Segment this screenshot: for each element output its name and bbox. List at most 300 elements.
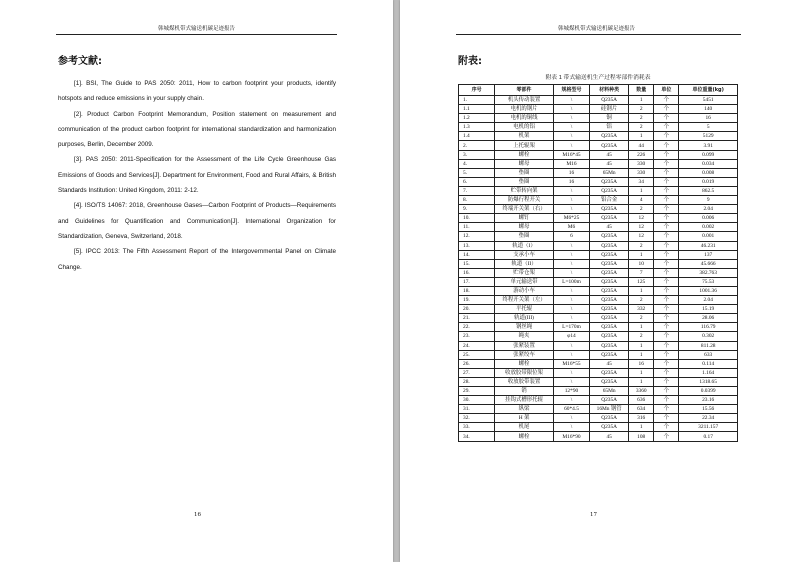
page-number: 17 [590,512,597,518]
cell-material: Q235A [590,396,629,405]
cell-unit: 个 [654,332,679,341]
cell-unit-weight: 811.28 [679,341,738,350]
cell-unit: 个 [654,250,679,259]
cell-material: Q235A [590,323,629,332]
cell-part: 螺栓 [495,359,554,368]
references-list [58,76,336,275]
table-row [459,396,738,405]
cell-part: 贮带转向架 [495,186,554,195]
table-row [459,286,738,295]
table-row [459,150,738,159]
cell-material: 16Mn 钢管 [590,405,629,414]
cell-unit-weight: 0.302 [679,332,738,341]
table-row [459,177,738,186]
cell-quantity: 34 [629,177,654,186]
cell-material: Q235A [590,205,629,214]
cell-part: 贮带仓架 [495,268,554,277]
cell-material: Q235A [590,232,629,241]
cell-index: 31. [459,405,495,414]
cell-unit: 个 [654,259,679,268]
cell-quantity: 330 [629,168,654,177]
cell-material: Q235A [590,350,629,359]
table-row [459,332,738,341]
cell-part: H 架 [495,414,554,423]
cell-index: 27. [459,368,495,377]
cell-part: 螺栓 [495,150,554,159]
cell-material: 45 [590,359,629,368]
cell-part: 单元输送带 [495,277,554,286]
page-number: 16 [194,512,201,518]
cell-material: Q235A [590,268,629,277]
cell-unit: 个 [654,387,679,396]
cell-unit: 个 [654,314,679,323]
cell-index: 12. [459,232,495,241]
cell-index: 23. [459,332,495,341]
cell-unit-weight: 0.17 [679,432,738,441]
cell-index: 1.4 [459,132,495,141]
cell-unit-weight: 382.763 [679,268,738,277]
cell-quantity: 1 [629,368,654,377]
cell-unit: 个 [654,241,679,250]
cell-unit: 个 [654,132,679,141]
cell-unit: 个 [654,277,679,286]
parts-table [458,84,738,442]
cell-unit: 个 [654,296,679,305]
cell-spec: M6 [553,223,589,232]
cell-spec: \ [553,314,589,323]
cell-unit: 个 [654,105,679,114]
cell-unit: 个 [654,359,679,368]
cell-index: 22. [459,323,495,332]
col-header-material: 材料种类 [590,85,629,96]
cell-material: Q235A [590,423,629,432]
reference-item: [2]. Product Carbon Footprint Memorandum, Position statement on measurement and communication of the product carbon footprint for international standardization and harmonization purposes, Berlin, December 2009. [58,110,336,149]
cell-unit-weight: 1318.65 [679,377,738,386]
table-row [459,105,738,114]
cell-unit-weight: 75.53 [679,277,738,286]
cell-material: 65Mn [590,168,629,177]
table-row [459,296,738,305]
cell-index: 14. [459,250,495,259]
table-row [459,96,738,105]
cell-quantity: 108 [629,432,654,441]
cell-part: 上托辊架 [495,141,554,150]
cell-spec: 12*90 [553,387,589,396]
cell-quantity: 125 [629,277,654,286]
col-header-unit-weight: 单位重量(kg) [679,85,738,96]
table-row [459,387,738,396]
cell-quantity: 2 [629,296,654,305]
cell-part: 螺母 [495,223,554,232]
cell-spec: φ14 [553,332,589,341]
cell-unit: 个 [654,414,679,423]
cell-index: 4. [459,159,495,168]
cell-spec: \ [553,250,589,259]
cell-material: Q235A [590,314,629,323]
cell-part: 张紧装置 [495,341,554,350]
table-row [459,114,738,123]
cell-unit-weight: 15.56 [679,405,738,414]
cell-quantity: 1 [629,186,654,195]
cell-material: Q235A [590,241,629,250]
cell-unit: 个 [654,186,679,195]
table-row [459,432,738,441]
cell-quantity: 1 [629,350,654,359]
cell-quantity: 1 [629,341,654,350]
cell-unit: 个 [654,177,679,186]
cell-unit: 个 [654,96,679,105]
cell-material: Q235A [590,132,629,141]
table-row [459,277,738,286]
cell-part: 电机的铜线 [495,114,554,123]
cell-unit: 个 [654,196,679,205]
cell-index: 16. [459,268,495,277]
table-row [459,305,738,314]
cell-unit-weight: 862.5 [679,186,738,195]
cell-quantity: 7 [629,268,654,277]
cell-index: 20. [459,305,495,314]
cell-unit-weight: 28.06 [679,314,738,323]
header-divider [456,34,741,35]
cell-unit-weight: 0.019 [679,177,738,186]
cell-part: 机头传动装置 [495,96,554,105]
cell-quantity: 12 [629,232,654,241]
cell-quantity: 1 [629,323,654,332]
cell-unit-weight: 137 [679,250,738,259]
cell-unit-weight: 1001.36 [679,286,738,295]
cell-quantity: 226 [629,150,654,159]
cell-spec: \ [553,350,589,359]
table-row [459,196,738,205]
cell-unit: 个 [654,423,679,432]
cell-part: 销 [495,387,554,396]
cell-part: 游动小车 [495,286,554,295]
cell-unit: 个 [654,114,679,123]
col-header-part: 零部件 [495,85,554,96]
table-header-row [459,85,738,96]
cell-quantity: 2 [629,105,654,114]
cell-material: Q235A [590,186,629,195]
cell-spec: 16 [553,168,589,177]
cell-unit: 个 [654,405,679,414]
cell-unit: 个 [654,123,679,132]
cell-material: Q235A [590,305,629,314]
cell-index: 2. [459,141,495,150]
cell-spec: \ [553,123,589,132]
table-row [459,132,738,141]
cell-index: 10. [459,214,495,223]
cell-index: 13. [459,241,495,250]
cell-unit-weight: 0.002 [679,223,738,232]
cell-unit: 个 [654,214,679,223]
cell-quantity: 2 [629,314,654,323]
cell-unit: 个 [654,141,679,150]
left-page [0,0,393,562]
cell-quantity: 1 [629,250,654,259]
cell-quantity: 332 [629,305,654,314]
cell-quantity: 1 [629,96,654,105]
cell-quantity: 12 [629,223,654,232]
cell-quantity: 1 [629,423,654,432]
cell-unit: 个 [654,432,679,441]
cell-material: Q235A [590,250,629,259]
cell-unit-weight: 0.0399 [679,387,738,396]
cell-spec: \ [553,423,589,432]
cell-index: 32. [459,414,495,423]
table-row [459,232,738,241]
cell-spec: \ [553,96,589,105]
table-caption: 附表 1 带式输送机生产过程零部件消耗表 [545,75,651,81]
cell-spec: \ [553,296,589,305]
page-header: 韩城煤机带式输送机碳足迹报告 [557,26,635,32]
cell-part: 螺钉 [495,214,554,223]
cell-unit-weight: 5 [679,123,738,132]
cell-unit: 个 [654,150,679,159]
col-header-unit: 单位 [654,85,679,96]
cell-spec: \ [553,305,589,314]
cell-unit: 个 [654,341,679,350]
cell-quantity: 1 [629,286,654,295]
cell-part: 轨道(III) [495,314,554,323]
cell-material: Q235A [590,341,629,350]
table-row [459,250,738,259]
references-title: 参考文献: [58,56,102,67]
cell-part: 绳夹 [495,332,554,341]
cell-material: 45 [590,150,629,159]
cell-spec: \ [553,205,589,214]
cell-unit-weight: 23.16 [679,396,738,405]
cell-material: Q235A [590,259,629,268]
cell-part: 电机的铝 [495,123,554,132]
table-row [459,168,738,177]
table-row [459,368,738,377]
cell-index: 1.3 [459,123,495,132]
cell-part: 收放胶带限位架 [495,368,554,377]
cell-quantity: 2 [629,332,654,341]
cell-spec: M16 [553,159,589,168]
cell-index: 21. [459,314,495,323]
cell-unit: 个 [654,396,679,405]
cell-index: 5. [459,168,495,177]
cell-spec: \ [553,105,589,114]
cell-index: 34. [459,432,495,441]
cell-spec: \ [553,241,589,250]
cell-material: Q235A [590,377,629,386]
table-row [459,159,738,168]
cell-part: 电机的钢片 [495,105,554,114]
reference-item: [1]. BSI, The Guide to PAS 2050: 2011, How to carbon footprint your products, identify hotspots and reduce emissions in your supply chain. [58,80,336,103]
cell-quantity: 2 [629,205,654,214]
cell-index: 24. [459,341,495,350]
cell-part: 钢丝绳 [495,323,554,332]
cell-unit-weight: 9 [679,196,738,205]
cell-spec: \ [553,132,589,141]
cell-part: 挂钩式槽形托辊 [495,396,554,405]
cell-unit-weight: 5129 [679,132,738,141]
cell-index: 33. [459,423,495,432]
cell-spec: M6*25 [553,214,589,223]
cell-spec: \ [553,396,589,405]
cell-part: 平托辊 [495,305,554,314]
cell-spec: \ [553,414,589,423]
cell-spec: 6 [553,232,589,241]
cell-index: 18. [459,286,495,295]
cell-part: 终程开关架（左） [495,296,554,305]
cell-spec: \ [553,341,589,350]
cell-index: 28. [459,377,495,386]
cell-unit: 个 [654,350,679,359]
cell-spec: \ [553,196,589,205]
cell-unit: 个 [654,205,679,214]
table-row [459,314,738,323]
parts-table-body [459,96,738,442]
right-page [400,0,793,562]
cell-quantity: 2 [629,241,654,250]
cell-part: 防爆行程开关 [495,196,554,205]
cell-unit-weight: 633 [679,350,738,359]
cell-part: 张紧绞车 [495,350,554,359]
cell-material: 45 [590,159,629,168]
cell-unit-weight: 140 [679,105,738,114]
cell-index: 15. [459,259,495,268]
cell-material: Q235A [590,214,629,223]
cell-unit-weight: 45.666 [679,259,738,268]
table-row [459,377,738,386]
table-row [459,323,738,332]
col-header-index: 序号 [459,85,495,96]
cell-spec: M16*45 [553,150,589,159]
cell-material: 45 [590,432,629,441]
cell-spec: 60*4.5 [553,405,589,414]
cell-unit-weight: 1.164 [679,368,738,377]
cell-index: 26. [459,359,495,368]
cell-spec: \ [553,368,589,377]
cell-quantity: 16 [629,359,654,368]
cell-material: Q235A [590,332,629,341]
cell-spec: L=100m [553,277,589,286]
cell-index: 19. [459,296,495,305]
table-row [459,405,738,414]
cell-unit-weight: 3211.157 [679,423,738,432]
cell-unit-weight: 0.099 [679,150,738,159]
table-row [459,186,738,195]
cell-unit: 个 [654,232,679,241]
cell-unit-weight: 116.79 [679,323,738,332]
cell-unit-weight: 0.034 [679,159,738,168]
header-divider [56,34,337,35]
cell-unit: 个 [654,268,679,277]
cell-index: 1.1 [459,105,495,114]
table-row [459,259,738,268]
cell-quantity: 330 [629,159,654,168]
cell-spec: \ [553,377,589,386]
reference-item: [3]. PAS 2050: 2011-Specification for the Assessment of the Life Cycle Greenhouse Gas Emissions of Goods and Services[J]. Department for Environment, Food and Rural Affairs, & British Standards Institution: United Kingdom, 2011: 2-12. [58,156,336,195]
cell-unit-weight: 0.006 [679,214,738,223]
cell-spec: M16*90 [553,432,589,441]
cell-part: 螺母 [495,159,554,168]
cell-unit: 个 [654,377,679,386]
cell-part: 垫圈 [495,168,554,177]
cell-unit-weight: 5451 [679,96,738,105]
cell-spec: \ [553,268,589,277]
cell-unit: 个 [654,159,679,168]
cell-material: 铝合金 [590,196,629,205]
cell-material: Q235A [590,177,629,186]
cell-quantity: 3360 [629,387,654,396]
page-header: 韩城煤机带式输送机碳足迹报告 [157,26,235,32]
cell-index: 1.2 [459,114,495,123]
cell-quantity: 1 [629,132,654,141]
table-row [459,223,738,232]
cell-spec: 16 [553,177,589,186]
cell-material: Q235A [590,296,629,305]
cell-quantity: 2 [629,114,654,123]
table-row [459,241,738,250]
reference-item: [5]. IPCC 2013: The Fifth Assessment Report of the Intergovernmental Panel on Climate Change. [58,248,336,271]
cell-index: 1. [459,96,495,105]
cell-unit: 个 [654,286,679,295]
table-row [459,205,738,214]
cell-index: 8. [459,196,495,205]
cell-spec: \ [553,186,589,195]
cell-quantity: 636 [629,396,654,405]
cell-index: 25. [459,350,495,359]
cell-index: 11. [459,223,495,232]
cell-quantity: 12 [629,214,654,223]
cell-spec: M16*55 [553,359,589,368]
col-header-spec: 规格型号 [553,85,589,96]
table-row [459,141,738,150]
cell-quantity: 10 [629,259,654,268]
reference-item: [4]. ISO/TS 14067: 2018, Greenhouse Gases—Carbon Footprint of Products—Requirements and Guidelines for Quantification and Communication[J]. International Organization for Standardization, Geneva, Switzerland, 2018. [58,202,336,240]
cell-part: 轨道（II） [495,259,554,268]
cell-unit-weight: 2.04 [679,296,738,305]
cell-material: Q235A [590,414,629,423]
cell-spec: L=170m [553,323,589,332]
cell-material: Q235A [590,96,629,105]
cell-unit-weight: 46.231 [679,241,738,250]
table-row [459,359,738,368]
cell-part: 纵梁 [495,405,554,414]
cell-material: 硅钢片 [590,105,629,114]
cell-material: Q235A [590,368,629,377]
cell-unit: 个 [654,305,679,314]
cell-material: 铜 [590,114,629,123]
cell-unit: 个 [654,368,679,377]
cell-index: 17. [459,277,495,286]
cell-spec: \ [553,259,589,268]
cell-index: 29. [459,387,495,396]
cell-quantity: 1 [629,377,654,386]
cell-spec: \ [553,141,589,150]
table-row [459,350,738,359]
cell-part: 终端开关架（右） [495,205,554,214]
cell-index: 30. [459,396,495,405]
cell-index: 9. [459,205,495,214]
cell-quantity: 634 [629,405,654,414]
cell-quantity: 316 [629,414,654,423]
cell-part: 机架 [495,132,554,141]
cell-part: 收放胶带装置 [495,377,554,386]
cell-unit-weight: 16 [679,114,738,123]
cell-unit: 个 [654,168,679,177]
cell-part: 轨道（I） [495,241,554,250]
table-row [459,414,738,423]
appendix-title: 附表: [458,56,482,67]
col-header-quantity: 数量 [629,85,654,96]
table-row [459,123,738,132]
cell-unit-weight: 0.008 [679,168,738,177]
